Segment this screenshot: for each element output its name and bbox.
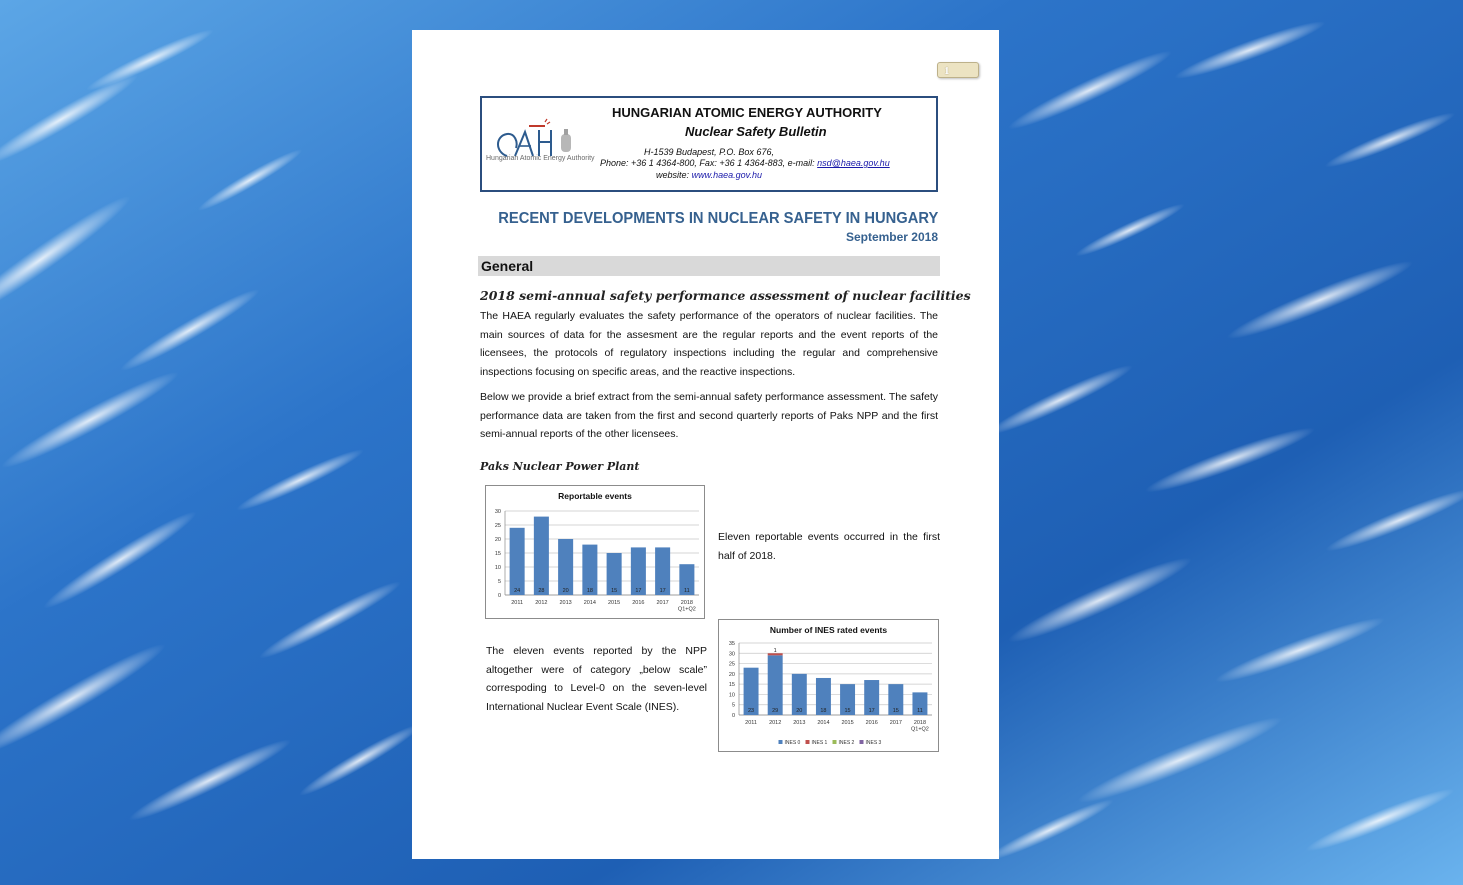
y-tick-label: 5 [497,579,501,585]
x-tick-label: 2017 [889,720,902,726]
postal-address: H-1539 Budapest, P.O. Box 676, [644,147,774,157]
y-tick-label: 0 [731,713,735,719]
data-label: 17 [868,708,875,714]
plant-heading: Paks Nuclear Power Plant [480,460,640,473]
logo-caption: Hungarian Atomic Energy Authority [486,155,595,162]
y-tick-label: 30 [728,651,735,658]
legend-swatch [779,740,783,744]
y-tick-label: 15 [728,682,735,689]
data-label: 17 [635,588,642,594]
subheading: 2018 semi-annual safety performance assessment of nuclear facilities [480,288,971,303]
ines-events-chart-svg [719,620,938,751]
x-tick-label: Q1+Q2 [677,606,696,613]
y-tick-label: 20 [494,537,501,543]
data-label: 18 [820,708,827,714]
paragraph-1: The HAEA regularly evaluates the safety performance of the operators of nuclear facilities. The main sources of data for the assesment are the regular reports and the event reports of the licensees, the protocols of regulatory inspections including the regular and comprehensive inspections focusing on specific areas, and the reactive inspections. [480,310,938,379]
organization-name: HUNGARIAN ATOMIC ENERGY AUTHORITY [612,105,882,120]
bar [510,528,525,595]
legend-swatch [806,740,810,744]
page-number-badge: 1 [937,62,979,78]
phone-fax-text: Phone: +36 1 4364-800, Fax: +36 1 4364-883, e-mail: [600,158,815,168]
y-tick-label: 25 [728,661,735,668]
x-tick-label: 2018 [913,720,927,726]
x-tick-label: 2014 [583,600,596,606]
bar [768,655,783,715]
reportable-events-chart [485,485,705,619]
x-tick-label: 2011 [511,600,524,606]
y-tick-label: 10 [728,692,735,699]
y-tick-label: 5 [731,702,735,709]
data-label: 24 [514,588,521,594]
bar [534,517,549,595]
legend-label: INES 3 [865,740,882,746]
y-tick-label: 25 [494,523,501,529]
website-line [482,170,936,180]
bar [558,539,573,595]
chart1-caption: Eleven reportable events occurred in the first half of 2018. [718,531,940,562]
section-bar [478,256,940,276]
legend-label: INES 2 [838,740,855,746]
x-tick-label: 2016 [632,600,645,606]
data-label: 28 [538,588,545,594]
paragraph-2: Below we provide a brief extract from the semi-annual safety performance assessment. The safety performance data are taken from the first and second quarterly reports of Paks NPP and the first semi-annual reports of the other licensees. [480,391,938,441]
legend-swatch [860,740,864,744]
reportable-events-chart-svg [486,486,704,618]
data-label: 18 [586,588,593,594]
data-label: 1 [773,647,777,654]
issue-date: September 2018 [845,230,938,244]
data-label: 15 [611,588,618,594]
data-label: 23 [748,708,755,714]
x-tick-label: 2012 [535,600,548,606]
contact-line [600,158,890,168]
data-label: 11 [917,708,923,714]
legend-swatch [833,740,837,744]
chart2-caption: The eleven events reported by the NPP altogether were of category „below scale” correspoding to Level-0 on the seven-level International Nuclear Event Scale (INES). [486,645,707,714]
x-tick-label: 2018 [680,600,693,606]
x-tick-label: 2016 [865,720,878,726]
ines-events-chart [718,619,939,752]
y-tick-label: 0 [497,593,501,599]
legend-label: INES 1 [811,740,828,746]
chart-title: Reportable events [558,491,632,501]
chart-title: Number of INES rated events [769,625,888,635]
data-label: 20 [796,708,803,714]
publication-name: Nuclear Safety Bulletin [685,124,827,139]
data-label: 17 [659,588,666,594]
email-link[interactable]: nsd@haea.gov.hu [817,158,890,168]
legend-label: INES 0 [784,740,801,746]
document-page [412,30,999,859]
x-tick-label: Q1+Q2 [910,726,929,733]
data-label: 15 [844,708,851,714]
x-tick-label: 2013 [793,720,806,726]
bulletin-header [480,96,938,192]
data-label: 20 [562,588,569,594]
data-label: 15 [892,708,899,714]
x-tick-label: 2017 [656,600,669,606]
x-tick-label: 2015 [608,600,621,606]
y-tick-label: 10 [494,565,501,571]
data-label: 11 [684,588,690,594]
data-label: 29 [772,708,779,714]
y-tick-label: 15 [494,551,501,557]
haea-logo [485,116,585,172]
y-tick-label: 20 [728,671,735,678]
section-title: General [481,258,534,274]
website-link[interactable]: www.haea.gov.hu [691,170,762,180]
x-tick-label: 2014 [817,720,830,726]
website-label: website: [656,170,690,180]
y-tick-label: 30 [494,509,501,515]
page-title: RECENT DEVELOPMENTS IN NUCLEAR SAFETY IN HUNGARY [497,210,938,227]
y-tick-label: 35 [728,641,735,647]
x-tick-label: 2013 [559,600,572,606]
x-tick-label: 2011 [745,720,757,726]
x-tick-label: 2015 [841,720,854,726]
x-tick-label: 2012 [769,720,782,726]
